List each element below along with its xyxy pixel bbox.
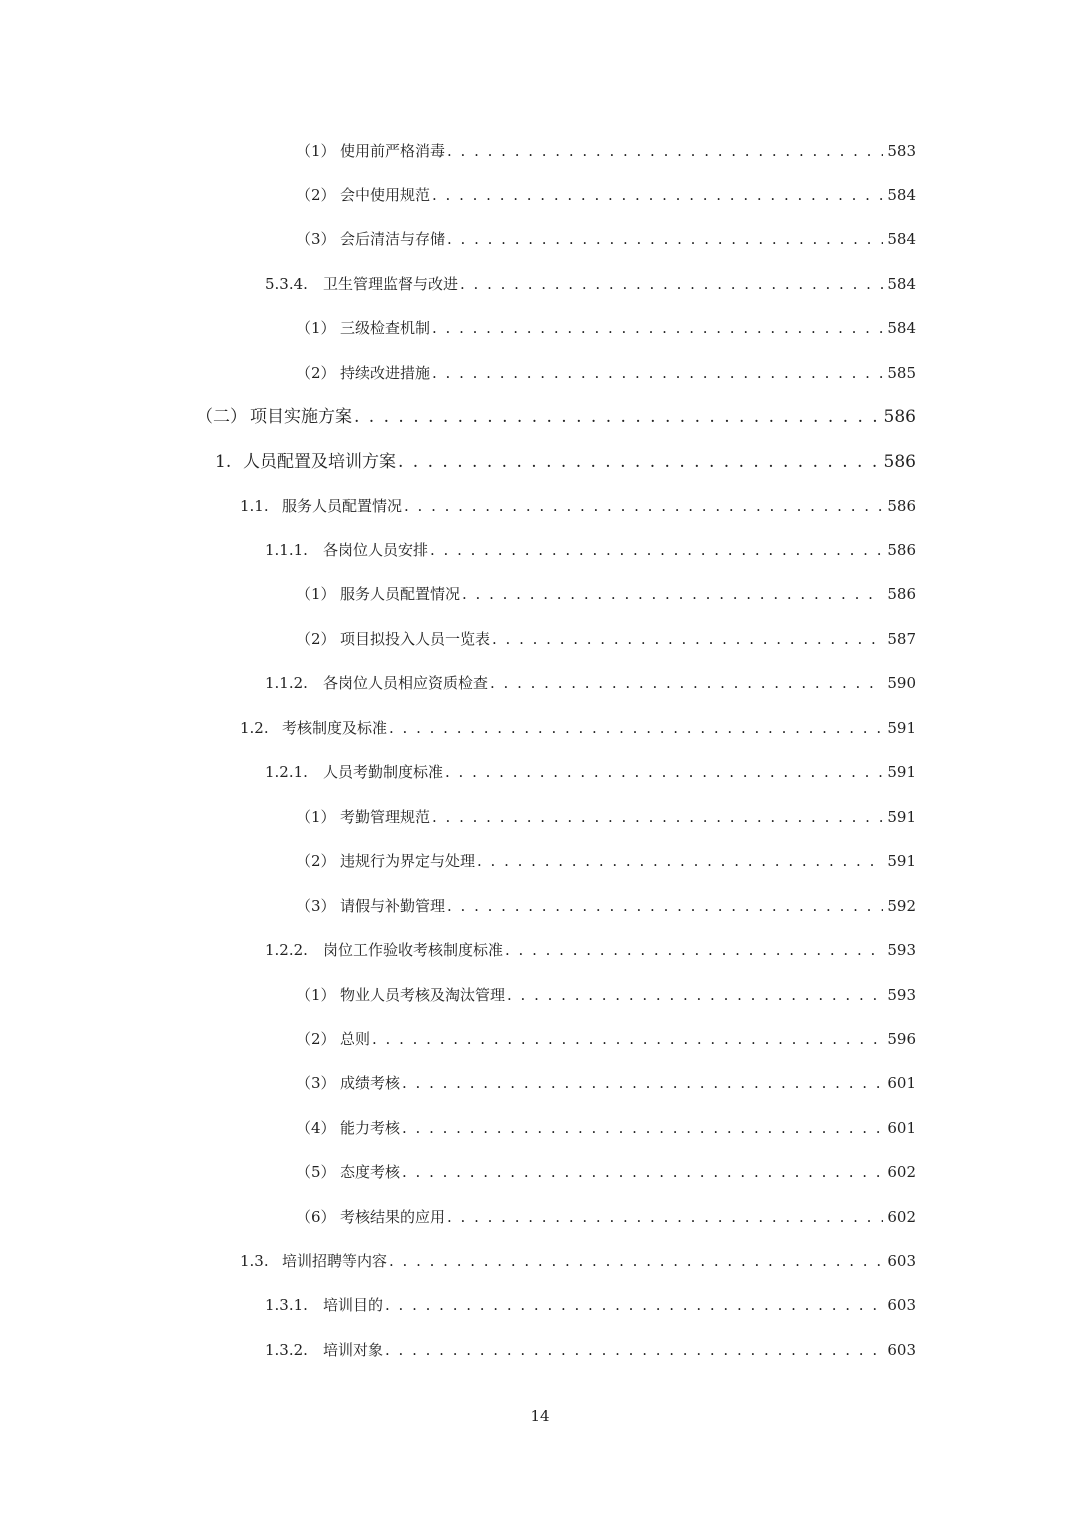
- dot-leader: [389, 721, 883, 736]
- toc-entry-page: 587: [887, 630, 916, 648]
- toc-entry-title: 请假与补勤管理: [340, 897, 446, 915]
- toc-entry[interactable]: [265, 765, 916, 780]
- toc-entry-page: 602: [887, 1208, 916, 1226]
- toc-entry[interactable]: [265, 543, 916, 558]
- toc-entry-title: 培训招聘等内容: [282, 1252, 388, 1270]
- toc-entry-number: 1.: [215, 452, 232, 472]
- dot-leader: [460, 277, 883, 292]
- dot-leader: [354, 409, 880, 426]
- toc-entry[interactable]: [240, 721, 916, 736]
- toc-entry[interactable]: [265, 1343, 916, 1358]
- dot-leader: [507, 988, 883, 1003]
- toc-entry-page: 586: [887, 541, 916, 559]
- toc-entry-number: 1.1.1.: [265, 541, 308, 559]
- toc-entry-number: （2）: [296, 186, 336, 204]
- dot-leader: [402, 1121, 883, 1136]
- toc-entry-number: （3）: [296, 1074, 336, 1092]
- toc-entry-number: （1）: [296, 142, 336, 160]
- toc-entry-page: 586: [887, 497, 916, 515]
- toc-entry-title: 会后清洁与存储: [340, 230, 446, 248]
- toc-entry[interactable]: [296, 144, 916, 159]
- toc-entry-page: 593: [887, 941, 916, 959]
- toc-entry[interactable]: [296, 632, 916, 647]
- toc-entry-title: 项目拟投入人员一览表: [340, 630, 491, 648]
- toc-entry-number: 1.3.1.: [265, 1296, 308, 1314]
- toc-entry-number: （3）: [296, 230, 336, 248]
- toc-entry[interactable]: [296, 321, 916, 336]
- toc-entry-title: 考核制度及标准: [282, 719, 388, 737]
- toc-entry[interactable]: [296, 1076, 916, 1091]
- toc-entry-title: 会中使用规范: [340, 186, 431, 204]
- toc-entry-number: （2）: [296, 1030, 336, 1048]
- toc-entry-page: 601: [887, 1119, 916, 1137]
- dot-leader: [404, 499, 883, 514]
- toc-entry[interactable]: [296, 1210, 916, 1225]
- toc-entry-title: 服务人员配置情况: [340, 585, 461, 603]
- dot-leader: [432, 321, 883, 336]
- toc-entry-title: 考核结果的应用: [340, 1208, 446, 1226]
- toc-entry-number: （2）: [296, 364, 336, 382]
- toc-entry-title: 培训对象: [323, 1341, 384, 1359]
- toc-entry-number: （1）: [296, 808, 336, 826]
- toc-entry-number: （1）: [296, 319, 336, 337]
- toc-entry-page: 586: [887, 585, 916, 603]
- toc-entry-title: 持续改进措施: [340, 364, 431, 382]
- toc-entry-number: 1.3.2.: [265, 1341, 308, 1359]
- toc-entry-title: 总则: [340, 1030, 371, 1048]
- toc-entry[interactable]: [296, 1032, 916, 1047]
- toc-entry[interactable]: [265, 277, 916, 292]
- dot-leader: [490, 676, 883, 691]
- toc-entry-number: 1.2.1.: [265, 763, 308, 781]
- dot-leader: [432, 366, 883, 381]
- dot-leader: [445, 765, 883, 780]
- toc-entry[interactable]: [296, 899, 916, 914]
- toc-entry-number: 1.1.: [240, 497, 269, 515]
- toc-entry-page: 591: [887, 808, 916, 826]
- dot-leader: [432, 188, 883, 203]
- toc-entry[interactable]: [196, 409, 916, 426]
- toc-entry[interactable]: [296, 988, 916, 1003]
- toc-entry-number: 1.2.: [240, 719, 269, 737]
- dot-leader: [447, 1210, 883, 1225]
- toc-entry-number: （6）: [296, 1208, 336, 1226]
- toc-entry-page: 603: [887, 1296, 916, 1314]
- dot-leader: [385, 1298, 883, 1313]
- toc-entry[interactable]: [265, 1298, 916, 1313]
- toc-entry-page: 603: [887, 1341, 916, 1359]
- toc-entry-title: 项目实施方案: [250, 407, 352, 427]
- toc-entry-page: 584: [887, 275, 916, 293]
- toc-entry-page: 602: [887, 1163, 916, 1181]
- dot-leader: [430, 543, 883, 558]
- toc-entry-number: （2）: [296, 852, 336, 870]
- toc-entry-title: 物业人员考核及淘汰管理: [340, 986, 506, 1004]
- toc-entry-page: 586: [883, 407, 916, 427]
- toc-entry-page: 592: [887, 897, 916, 915]
- toc-entry-number: （1）: [296, 585, 336, 603]
- toc-entry[interactable]: [296, 810, 916, 825]
- toc-entry-title: 各岗位人员相应资质检查: [323, 674, 489, 692]
- toc-entry[interactable]: [296, 232, 916, 247]
- toc-entry-title: 能力考核: [340, 1119, 401, 1137]
- toc-entry[interactable]: [215, 454, 916, 471]
- dot-leader: [492, 632, 883, 647]
- toc-entry[interactable]: [240, 499, 916, 514]
- dot-leader: [447, 899, 883, 914]
- toc-entry-title: 岗位工作验收考核制度标准: [323, 941, 504, 959]
- dot-leader: [385, 1343, 883, 1358]
- toc-entry-number: 5.3.4.: [265, 275, 308, 293]
- toc-entry[interactable]: [296, 1121, 916, 1136]
- toc-entry[interactable]: [296, 587, 916, 602]
- toc-entry-title: 人员考勤制度标准: [323, 763, 444, 781]
- toc-entry-number: （4）: [296, 1119, 336, 1137]
- toc-entry-title: 违规行为界定与处理: [340, 852, 476, 870]
- toc-entry-page: 583: [887, 142, 916, 160]
- toc-entry-title: 态度考核: [340, 1163, 401, 1181]
- toc-entry-number: （1）: [296, 986, 336, 1004]
- toc-entry-page: 593: [887, 986, 916, 1004]
- toc-entry-number: 1.1.2.: [265, 674, 308, 692]
- toc-entry[interactable]: [296, 188, 916, 203]
- toc-entry-page: 586: [883, 452, 916, 472]
- toc-entry-title: 服务人员配置情况: [282, 497, 403, 515]
- toc-entry[interactable]: [265, 943, 916, 958]
- toc-entry-title: 考勤管理规范: [340, 808, 431, 826]
- toc-entry-number: （2）: [296, 630, 336, 648]
- toc-entry-number: （3）: [296, 897, 336, 915]
- toc-entry-title: 使用前严格消毒: [340, 142, 446, 160]
- toc-entry[interactable]: [296, 1165, 916, 1180]
- dot-leader: [372, 1032, 883, 1047]
- toc-entry-title: 卫生管理监督与改进: [323, 275, 459, 293]
- toc-entry-title: 成绩考核: [340, 1074, 401, 1092]
- toc-entry-title: 人员配置及培训方案: [243, 452, 396, 472]
- toc-entry-page: 596: [887, 1030, 916, 1048]
- dot-leader: [477, 854, 883, 869]
- dot-leader: [402, 1165, 883, 1180]
- dot-leader: [462, 587, 883, 602]
- toc-entry-number: 1.3.: [240, 1252, 269, 1270]
- dot-leader: [402, 1076, 883, 1091]
- toc-entry-number: （二）: [196, 407, 247, 427]
- dot-leader: [389, 1254, 883, 1269]
- dot-leader: [505, 943, 883, 958]
- toc-entry-title: 各岗位人员安排: [323, 541, 429, 559]
- toc-entry-page: 601: [887, 1074, 916, 1092]
- toc-entry-page: 585: [887, 364, 916, 382]
- toc-entry-number: 1.2.2.: [265, 941, 308, 959]
- dot-leader: [398, 454, 880, 471]
- toc-entry-number: （5）: [296, 1163, 336, 1181]
- page-number: 14: [530, 1407, 550, 1425]
- toc-entry-page: 584: [887, 230, 916, 248]
- toc-entry-page: 584: [887, 319, 916, 337]
- toc-entry-page: 591: [887, 852, 916, 870]
- dot-leader: [447, 232, 883, 247]
- toc-entry-page: 584: [887, 186, 916, 204]
- toc-entry[interactable]: [265, 676, 916, 691]
- toc-entry[interactable]: [240, 1254, 916, 1269]
- toc-entry-page: 591: [887, 719, 916, 737]
- toc-entry-page: 603: [887, 1252, 916, 1270]
- toc-entry-title: 三级检查机制: [340, 319, 431, 337]
- toc-entry-title: 培训目的: [323, 1296, 384, 1314]
- toc-entry[interactable]: [296, 854, 916, 869]
- dot-leader: [447, 144, 883, 159]
- toc-entry[interactable]: [296, 366, 916, 381]
- dot-leader: [432, 810, 883, 825]
- toc-entry-page: 591: [887, 763, 916, 781]
- toc-entry-page: 590: [887, 674, 916, 692]
